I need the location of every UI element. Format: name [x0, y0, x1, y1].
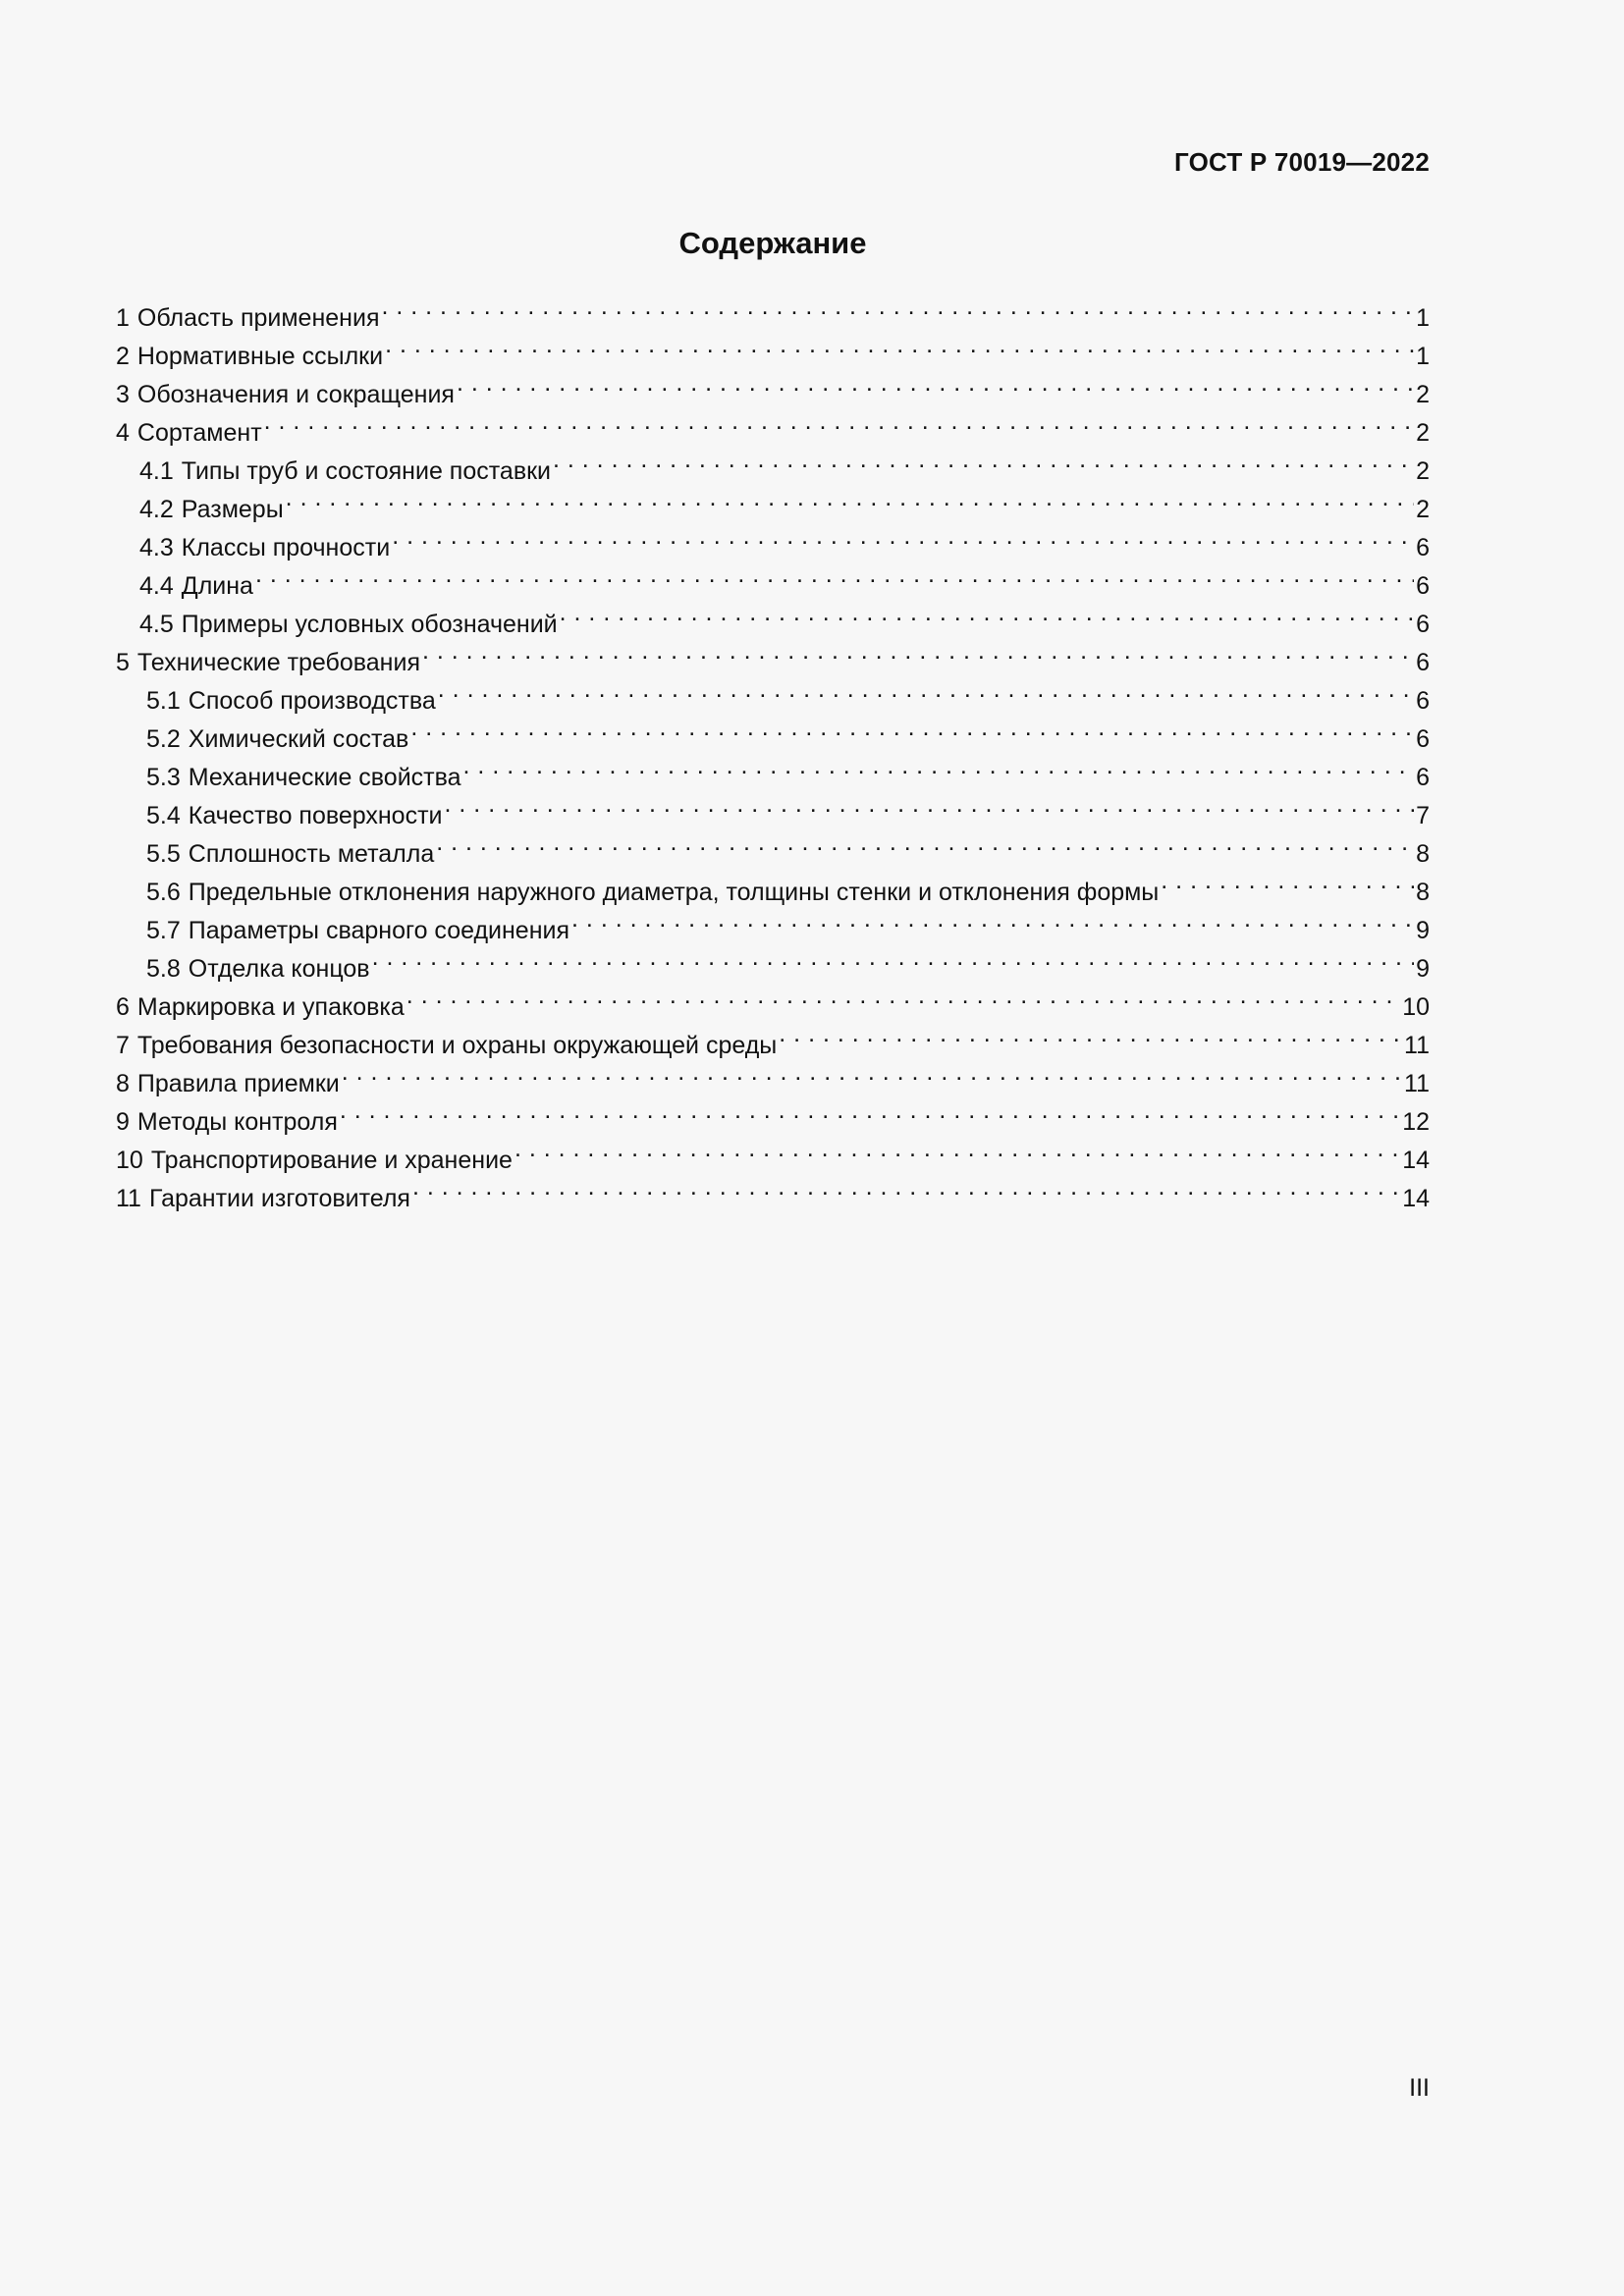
toc-entry-title: Параметры сварного соединения — [188, 917, 570, 944]
toc-entry-number: 4.5 — [139, 611, 174, 638]
toc-dot-leader — [514, 1130, 1400, 1168]
toc-entry-number: 8 — [116, 1070, 130, 1097]
toc-entry-title: Методы контроля — [136, 1108, 338, 1136]
toc-dot-leader — [438, 670, 1414, 709]
table-of-contents — [116, 288, 1430, 1212]
toc-entry-title: Сплошность металла — [188, 840, 435, 868]
toc-entry-number: 5.4 — [146, 802, 181, 829]
toc-entry-title: Маркировка и упаковка — [136, 993, 405, 1021]
toc-entry-title: Сортамент — [136, 419, 262, 447]
toc-entry-title: Транспортирование и хранение — [150, 1147, 513, 1174]
toc-dot-leader — [436, 824, 1414, 862]
toc-dot-leader — [422, 632, 1414, 670]
toc-dot-leader — [286, 479, 1414, 517]
toc-entry-title: Обозначения и сокращения — [136, 381, 455, 408]
toc-entry-page: 8 — [1416, 840, 1430, 868]
toc-entry-number: 4 — [116, 419, 130, 447]
toc-entry-page: 6 — [1416, 649, 1430, 676]
toc-entry-page: 6 — [1416, 687, 1430, 715]
toc-entry-title: Длина — [181, 572, 253, 600]
toc-entry-page: 6 — [1416, 725, 1430, 753]
toc-entry-number: 5.3 — [146, 764, 181, 791]
toc-entry-title: Способ производства — [188, 687, 436, 715]
toc-entry-title: Типы труб и состояние поставки — [181, 457, 551, 485]
toc-entry-number: 5.1 — [146, 687, 181, 715]
toc-entry-page: 6 — [1416, 764, 1430, 791]
document-code: ГОСТ Р 70019—2022 — [1174, 147, 1430, 177]
toc-entry-title: Технические требования — [136, 649, 420, 676]
toc-entry-number: 11 — [116, 1185, 141, 1212]
toc-entry-title: Размеры — [181, 496, 284, 523]
toc-dot-leader — [779, 1015, 1402, 1053]
toc-entry-number: 9 — [116, 1108, 130, 1136]
toc-entry-number: 4.2 — [139, 496, 174, 523]
toc-entry-number: 2 — [116, 343, 130, 370]
toc-dot-leader — [463, 747, 1414, 785]
toc-entry-page: 10 — [1402, 993, 1430, 1021]
toc-entry-title: Классы прочности — [181, 534, 391, 561]
toc-dot-leader — [571, 900, 1414, 938]
toc-dot-leader — [1161, 862, 1414, 900]
toc-entry-page: 2 — [1416, 419, 1430, 447]
toc-entry-title: Химический состав — [188, 725, 409, 753]
toc-entry-page: 2 — [1416, 457, 1430, 485]
toc-dot-leader — [340, 1092, 1400, 1130]
toc-entry-title: Требования безопасности и охраны окружающей среды — [136, 1032, 778, 1059]
toc-entry[interactable] — [116, 402, 1430, 447]
toc-entry-number: 5.8 — [146, 955, 181, 983]
toc-entry-page: 11 — [1404, 1070, 1430, 1097]
toc-dot-leader — [372, 938, 1414, 977]
toc-dot-leader — [560, 594, 1414, 632]
toc-entry-number: 4.1 — [139, 457, 174, 485]
toc-entry-title: Качество поверхности — [188, 802, 443, 829]
toc-dot-leader — [412, 1168, 1400, 1206]
toc-entry-title: Отделка концов — [188, 955, 370, 983]
toc-dot-leader — [385, 326, 1414, 364]
toc-entry-title: Примеры условных обозначений — [181, 611, 558, 638]
toc-entry-number: 3 — [116, 381, 130, 408]
toc-entry-page: 1 — [1416, 343, 1430, 370]
toc-entry-number: 10 — [116, 1147, 143, 1174]
toc-entry-title: Гарантии изготовителя — [148, 1185, 410, 1212]
toc-entry[interactable] — [116, 556, 1430, 600]
toc-entry-page: 6 — [1416, 572, 1430, 600]
toc-entry-page: 9 — [1416, 955, 1430, 983]
toc-entry-number: 5 — [116, 649, 130, 676]
toc-entry-page: 7 — [1416, 802, 1430, 829]
toc-dot-leader — [406, 977, 1400, 1015]
toc-entry-page: 2 — [1416, 496, 1430, 523]
toc-dot-leader — [553, 441, 1414, 479]
toc-dot-leader — [381, 288, 1414, 326]
toc-entry[interactable] — [116, 288, 1430, 332]
toc-entry-number: 6 — [116, 993, 130, 1021]
toc-entry-number: 4.4 — [139, 572, 174, 600]
toc-entry-page: 12 — [1402, 1108, 1430, 1136]
toc-entry-title: Предельные отклонения наружного диаметра, толщины стенки и отклонения формы — [188, 879, 1160, 906]
toc-entry-page: 14 — [1402, 1147, 1430, 1174]
page-number: III — [1409, 2074, 1430, 2102]
toc-entry[interactable] — [116, 594, 1430, 638]
toc-entry-page: 11 — [1404, 1032, 1430, 1059]
toc-entry[interactable] — [116, 517, 1430, 561]
toc-dot-leader — [255, 556, 1414, 594]
toc-entry-page: 1 — [1416, 304, 1430, 332]
toc-dot-leader — [457, 364, 1414, 402]
toc-entry-title: Нормативные ссылки — [136, 343, 384, 370]
toc-entry-number: 1 — [116, 304, 130, 332]
toc-entry-number: 5.6 — [146, 879, 181, 906]
toc-entry-page: 14 — [1402, 1185, 1430, 1212]
toc-entry-page: 6 — [1416, 534, 1430, 561]
toc-entry-title: Область применения — [136, 304, 380, 332]
toc-entry-number: 5.2 — [146, 725, 181, 753]
toc-entry-number: 5.5 — [146, 840, 181, 868]
toc-title: Содержание — [678, 226, 867, 260]
toc-dot-leader — [445, 785, 1414, 824]
toc-entry-page: 6 — [1416, 611, 1430, 638]
toc-entry-number: 5.7 — [146, 917, 181, 944]
toc-entry-page: 8 — [1416, 879, 1430, 906]
toc-dot-leader — [410, 709, 1414, 747]
toc-entry-title: Механические свойства — [188, 764, 461, 791]
toc-entry-page: 9 — [1416, 917, 1430, 944]
toc-entry-title: Правила приемки — [136, 1070, 340, 1097]
toc-entry-number: 7 — [116, 1032, 130, 1059]
toc-entry-number: 4.3 — [139, 534, 174, 561]
toc-entry[interactable] — [116, 441, 1430, 485]
toc-dot-leader — [264, 402, 1414, 441]
toc-dot-leader — [342, 1053, 1402, 1092]
toc-entry-page: 2 — [1416, 381, 1430, 408]
toc-dot-leader — [392, 517, 1414, 556]
toc-entry[interactable] — [116, 479, 1430, 523]
